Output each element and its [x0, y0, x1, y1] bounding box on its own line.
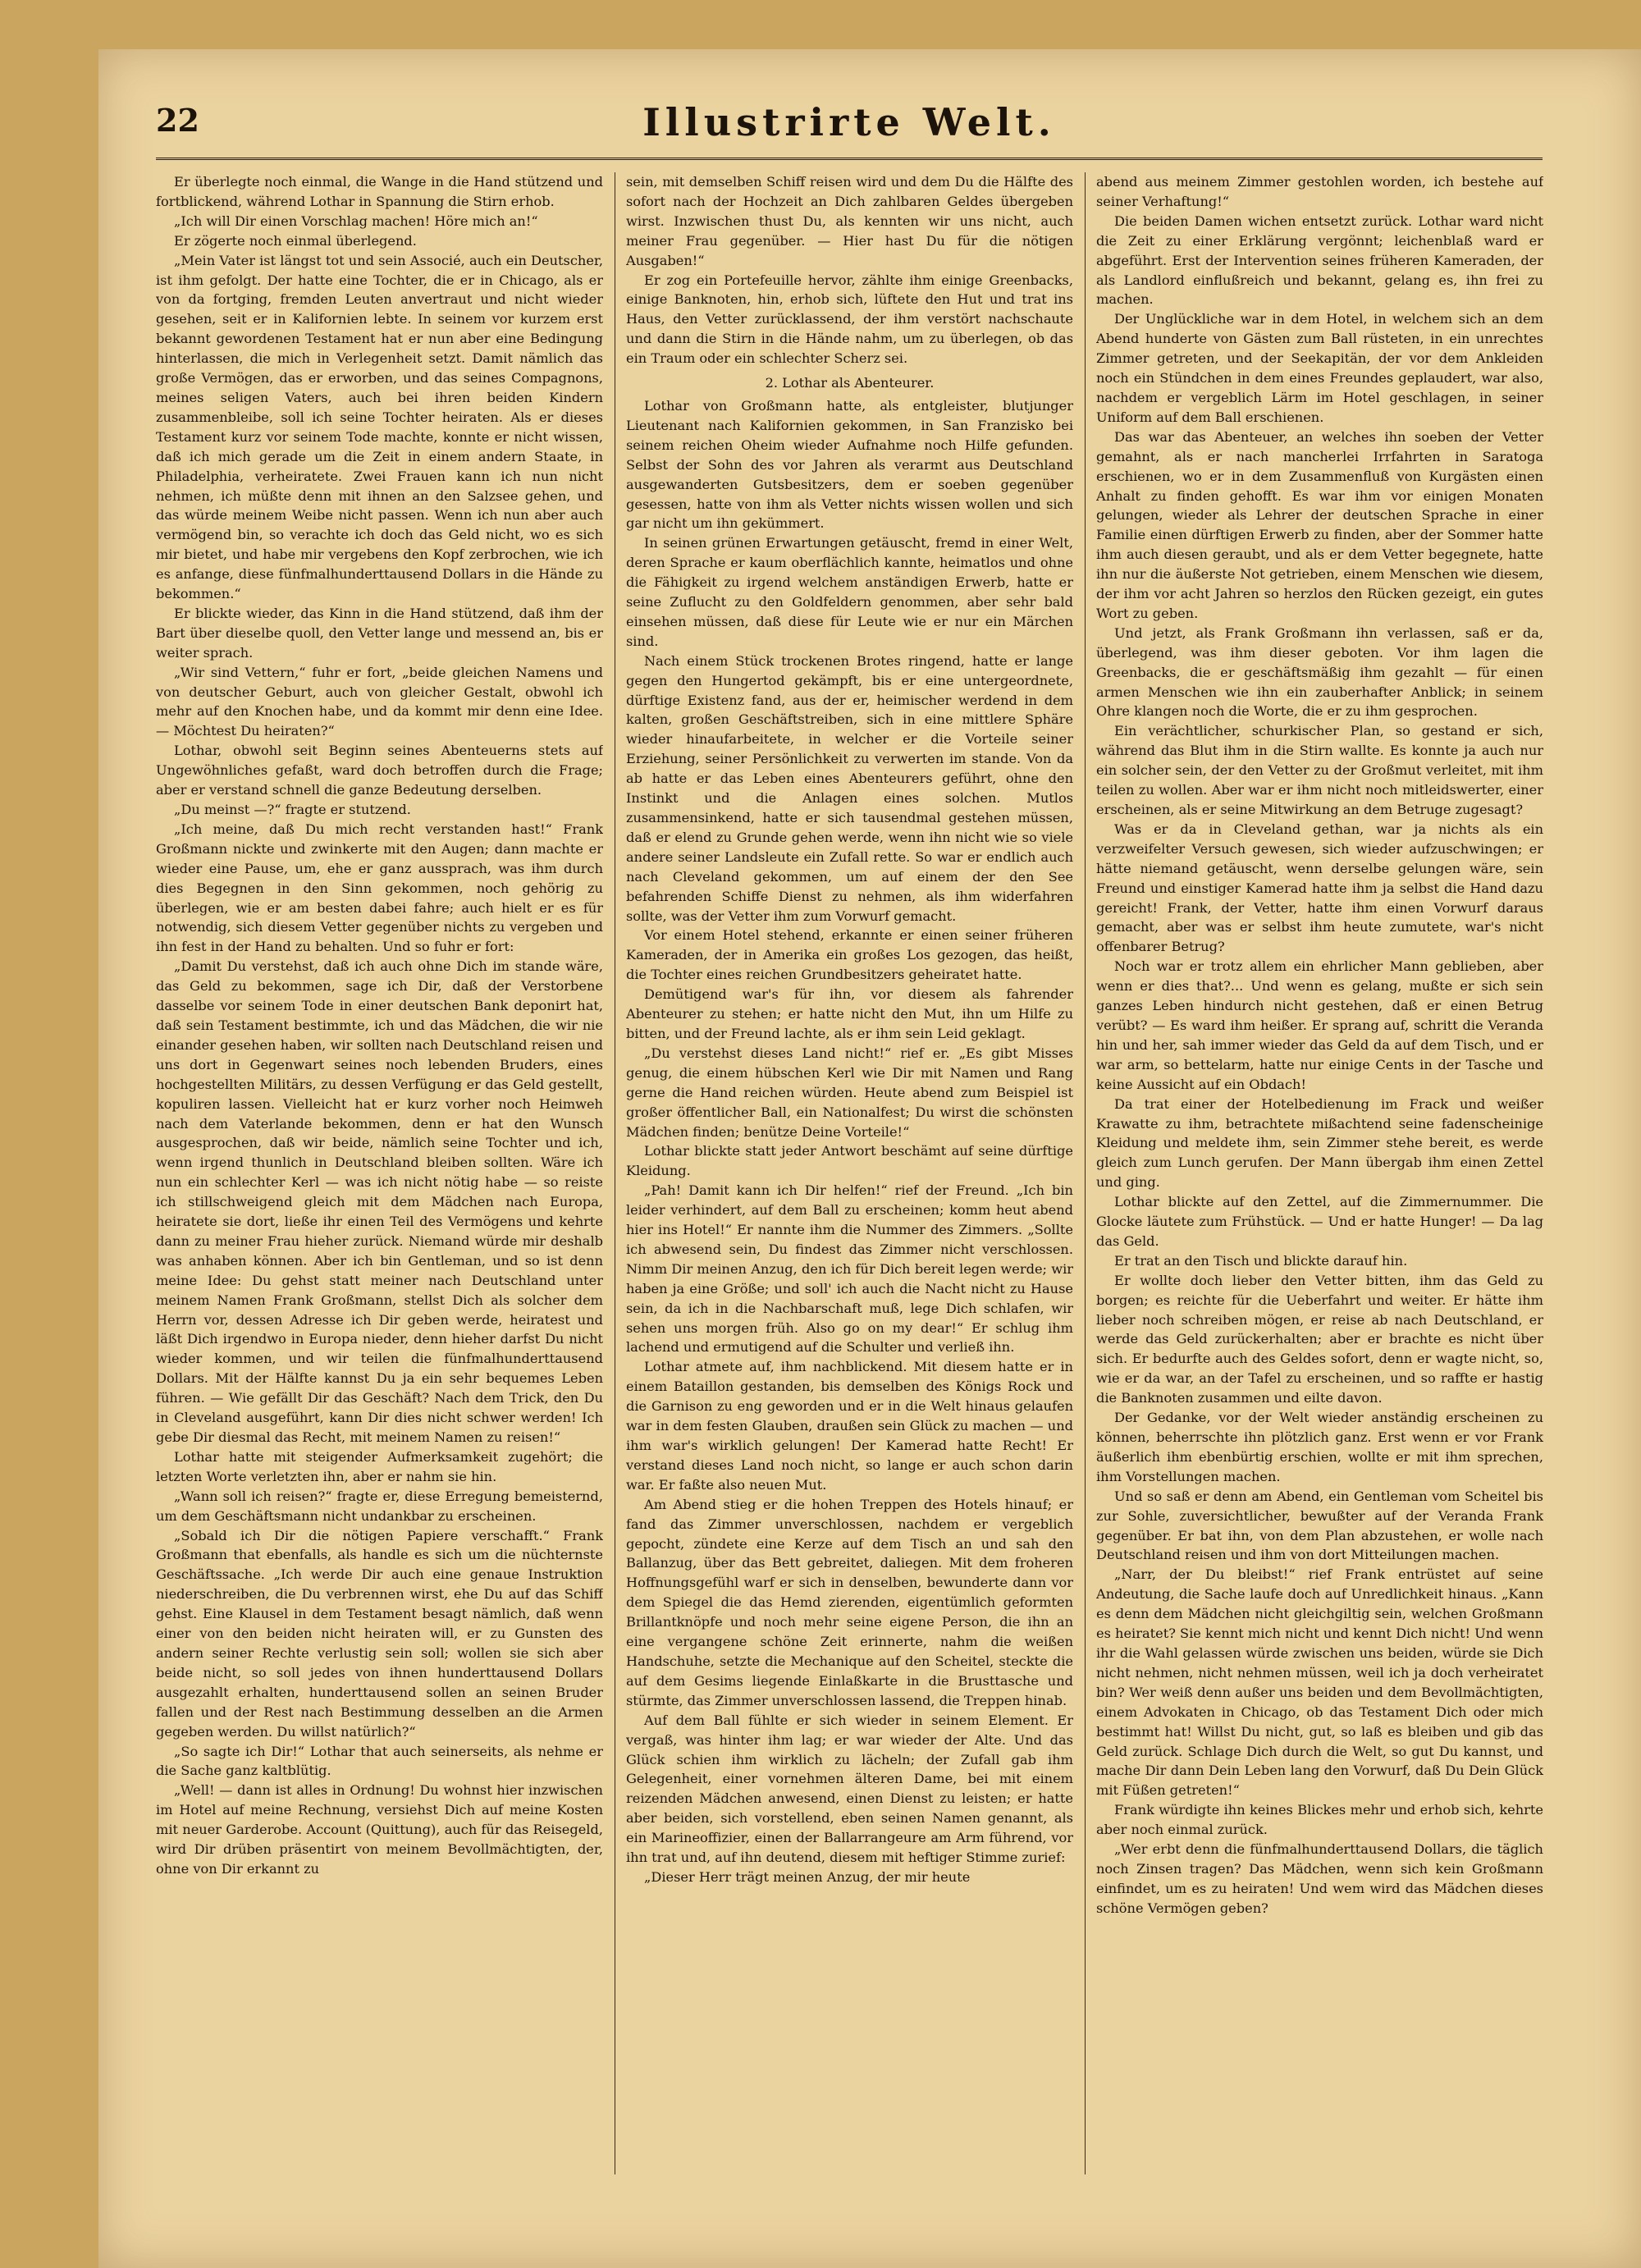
- paragraph: Lothar blickte statt jeder Antwort beschämt auf seine dürftige Kleidung.: [626, 1143, 1073, 1179]
- paragraph: Demütigend war's für ihn, vor diesem als fahrender Abenteurer zu stehen; er hatte nicht den Mut, ihn um Hilfe zu bitten, und der Freund lachte, als er ihm sein Leid geklagt.: [626, 986, 1073, 1041]
- paragraph: Lothar von Großmann hatte, als entgleister, blutjunger Lieutenant nach Kalifornien gekommen, in San Franzisko bei seinem reichen Oheim wieder Aufnahme noch Hilfe gefunden. Selbst der Sohn des vor Jahren als verarmt aus Deutschland ausgewanderten Gutsbesitzers, dem er soeben gegenüber gesessen, hatte von ihm als Vetter nichts wissen wollen und sich gar nicht um ihn gekümmert.: [626, 397, 1073, 532]
- column-3: [1096, 172, 1543, 2199]
- paragraph: „Du verstehst dieses Land nicht!“ rief er. „Es gibt Misses genug, die einem hübschen Kerl wie Dir mit Namen und Rang gerne die Hand reichen würden. Heute abend zum Beispiel ist großer öffentlicher Ball, ein Nationalfest; Du wirst die schönsten Mädchen finden; benütze Deine Vorteile!“: [626, 1045, 1073, 1140]
- paragraph: Er zog ein Portefeuille hervor, zählte ihm einige Greenbacks, einige Banknoten, hin, erhob sich, lüftete den Hut und trat ins Haus, den Vetter zurücklassend, der ihm verstört nachschaute und dann die Stirn in die Hände nahm, um zu überlegen, ob das ein Traum oder ein schlechter Scherz sei.: [626, 272, 1073, 367]
- paragraph: Lothar, obwohl seit Beginn seines Abenteuerns stets auf Ungewöhnliches gefaßt, ward doch betroffen durch die Frage; aber er verstand schnell die ganze Bedeutung derselben.: [156, 743, 603, 798]
- paragraph: Lothar hatte mit steigender Aufmerksamkeit zugehört; die letzten Worte verletzten ihn, aber er nahm sie hin.: [156, 1448, 603, 1484]
- column-divider: [1085, 172, 1086, 2174]
- paragraph: Er trat an den Tisch und blickte darauf hin.: [1114, 1252, 1408, 1269]
- paragraph: Frank würdigte ihn keines Blickes mehr und erhob sich, kehrte aber noch einmal zurück.: [1096, 1802, 1543, 1838]
- paragraph: Noch war er trotz allem ein ehrlicher Mann geblieben, aber wenn er dies that?... Und wenn es gelang, mußte er sich sein ganzes Leben hindurch nicht gestehen, daß er einen Betrug verübt? — Es ward ihm heißer. Er sprang auf, schritt die Veranda hin und her, sah immer wieder das Geld da auf dem Tisch, und er war arm, so bettelarm, hatte nur einige Cents in der Tasche und keine Aussicht auf ein Obdach!: [1096, 958, 1543, 1092]
- paragraph: Der Gedanke, vor der Welt wieder anständig erscheinen zu können, beherrschte ihn plötzlich ganz. Erst wenn er vor Frank äußerlich ihm ebenbürtig erschien, wollte er mit ihm sprechen, ihm Vorstellungen machen.: [1096, 1410, 1543, 1484]
- paragraph: Vor einem Hotel stehend, erkannte er einen seiner früheren Kameraden, der in Amerika ein großes Los gezogen, das heißt, die Tochter eines reichen Grundbesitzers geheiratet hatte.: [626, 927, 1073, 983]
- paragraph: „Damit Du verstehst, daß ich auch ohne Dich im stande wäre, das Geld zu bekommen, sage ich Dir, daß der Verstorbene dasselbe vor seinem Tode in einer deutschen Bank deponirt hat, daß sein Testament bestimmte, ich und das Mädchen, die wir nie einander gesehen haben, wir sollten nach Deutschland reisen und uns dort in Gegenwart seines noch lebenden Bruders, eines hochgestellten Militärs, zu dessen Verfügung er das Geld gestellt, kopuliren lassen. Vielleicht hat er kurz vorher noch Heimweh nach dem Vaterlande bekommen, denn er hat den Wunsch ausgesprochen, daß wir beide, nämlich seine Tochter und ich, wenn irgend thunlich in Deutschland bleiben sollten. Wäre ich nun ein schlechter Kerl — was ich nicht nötig habe — so reiste ich stillschweigend gleich mit dem Mädchen nach Europa, heiratete sie dort, ließe ihr einen Teil des Vermögens und kehrte dann zu meiner Frau hieher zurück. Niemand würde mir deshalb was anhaben können. Aber ich bin Gentleman, und so ist denn meine Idee: Du gehst statt meiner nach Deutschland unter meinem Namen Frank Großmann, stellst Dich als solcher dem Herrn vor, dessen Adresse ich Dir geben werde, heiratest und läßt Dich irgendwo in Europa nieder, denn hieher darfst Du nicht wieder kommen, und wir teilen die fünfmalhunderttausend Dollars. Mit der Hälfte kannst Du ja ein sehr bequemes Leben führen. — Wie gefällt Dir das Geschäft? Nach dem Trick, den Du in Cleveland ausgeführt, kann Dir dies nicht schwer werden! Ich gebe Dir diesmal das Recht, mit meinem Namen zu reisen!“: [156, 958, 603, 1445]
- header-rule: [156, 158, 1543, 160]
- paragraph: „Well! — dann ist alles in Ordnung! Du wohnst hier inzwischen im Hotel auf meine Rechnung, versiehst Dich auf meine Kosten mit neuer Garderobe. Account (Quittung), auch für das Reisegeld, wird Dir drüben präsentirt von meinem Bevollmächtigten, der, ohne von Dir erkannt zu: [156, 1782, 603, 1877]
- page-header: [156, 100, 1543, 153]
- paragraph: „Ich will Dir einen Vorschlag machen! Höre mich an!“: [174, 213, 538, 229]
- paragraph: abend aus meinem Zimmer gestohlen worden, ich bestehe auf seiner Verhaftung!“: [1096, 174, 1543, 209]
- page-number: 22: [156, 102, 199, 139]
- paragraph: Und so saß er denn am Abend, ein Gentleman vom Scheitel bis zur Sohle, zuversichtlicher, bewußter auf der Veranda Frank gegenüber. Er bat ihn, von dem Plan abzustehen, er wolle nach Deutschland reisen und ihm von dort Mitteilungen machen.: [1096, 1488, 1543, 1563]
- paragraph: Lothar blickte auf den Zettel, auf die Zimmernummer. Die Glocke läutete zum Frühstück. — Und er hatte Hunger! — Da lag das Geld.: [1096, 1194, 1543, 1249]
- paragraph: sein, mit demselben Schiff reisen wird und dem Du die Hälfte des sofort nach der Hochzeit an Dich zahlbaren Geldes übergeben wirst. Inzwischen thust Du, als kennten wir uns nicht, auch meiner Frau gegenüber. — Hier hast Du für die nötigen Ausgaben!“: [626, 174, 1073, 268]
- paragraph: „Ich meine, daß Du mich recht verstanden hast!“ Frank Großmann nickte und zwinkerte mit den Augen; dann machte er wieder eine Pause, um, ehe er ganz aussprach, was ihm durch dies Begegnen in den Sinn gekommen, noch gehörig zu überlegen, wie er am besten dabei fahre; auch hielt er es für notwendig, sich diesem Vetter gegenüber nichts zu vergeben und ihn fest in der Hand zu behalten. Und so fuhr er fort:: [156, 821, 603, 955]
- paragraph: Ein verächtlicher, schurkischer Plan, so gestand er sich, während das Blut ihm in die Stirn wallte. Es konnte ja auch nur ein solcher sein, der den Vetter zu der Großmut verleitet, mit ihm teilen zu wollen. Aber war er ihm nicht noch mitleidswerter, einer erscheinen, als er seine Mitwirkung an dem Betruge zugesagt?: [1096, 723, 1543, 817]
- paragraph: Er zögerte noch einmal überlegend.: [174, 232, 417, 249]
- paragraph: „Wer erbt denn die fünfmalhunderttausend Dollars, die täglich noch Zinsen tragen? Das Mädchen, wenn sich kein Großmann einfindet, um es zu heiraten! Und wem wird das Mädchen dieses schöne Vermögen geben?: [1096, 1841, 1543, 1916]
- paragraph: „Wir sind Vettern,“ fuhr er fort, „beide gleichen Namens und von deutscher Geburt, auch von gleicher Gestalt, obwohl ich mehr auf den Knochen habe, und da kommt mir denn eine Idee. — Möchtest Du heiraten?“: [156, 664, 603, 739]
- journal-title: Illustrirte Welt.: [642, 100, 1056, 144]
- paragraph: Das war das Abenteuer, an welches ihn soeben der Vetter gemahnt, als er nach mancherlei Irrfahrten in Saratoga erschienen, wo er in dem Zusammenfluß von Kurgästen einen Anhalt zu finden gehofft. Es war ihm vor einigen Monaten gelungen, wieder als Lehrer der deutschen Sprache in einer Familie einen dürftigen Erwerb zu finden, aber der Sommer hatte ihm auch diesen geraubt, und als er dem Vetter begegnete, hatte ihn nur die äußerste Not getrieben, einem Menschen wie diesem, der ihm vor acht Jahren so herzlos den Rücken gezeigt, ein gutes Wort zu geben.: [1096, 428, 1543, 621]
- paragraph: Nach einem Stück trockenen Brotes ringend, hatte er lange gegen den Hungertod gekämpft, bis er eine untergeordnete, dürftige Existenz fand, aus der er, heimischer werdend in dem kalten, großen Geschäftstreiben, sich in eine mittlere Sphäre wieder hinaufarbeitete, in welcher er die Vorteile seiner Erziehung, seiner Persönlichkeit zu verwerten im stande. Von da ab hatte er das Leben eines Abenteurers geführt, ohne den Instinkt und die Anlagen eines solchen. Mutlos zusammensinkend, hatte er sich tausendmal gestehen müssen, daß er elend zu Grunde gehen werde, wenn ihn nicht wie so viele andere seiner Landsleute ein Zufall rette. So war er endlich auch nach Cleveland gekommen, um auf einem der den See befahrenden Schiffe Dienst zu nehmen, als ihm widerfahren sollte, was der Vetter ihm zum Vorwurf gemacht.: [626, 652, 1073, 924]
- paragraph: „Dieser Herr trägt meinen Anzug, der mir heute: [644, 1868, 971, 1885]
- paragraph: „Pah! Damit kann ich Dir helfen!“ rief der Freund. „Ich bin leider verhindert, auf dem Ball zu erscheinen; komm heut abend hier ins Hotel!“ Er nannte ihm die Nummer des Zimmers. „Sollte ich abwesend sein, Du findest das Zimmer nicht verschlossen. Nimm Dir meinen Anzug, den ich für Dich bereit legen werde; wir haben ja eine Größe; und soll' ich auch die Nacht nicht zu Hause sein, da ich in die Nachbarschaft muß, lege Dich schlafen, wir sehen uns morgen früh. Also go on my dear!“ Er schlug ihm lachend und ermutigend auf die Schulter und verließ ihn.: [626, 1182, 1073, 1356]
- paragraph: Da trat einer der Hotelbedienung im Frack und weißer Krawatte zu ihm, betrachtete mißachtend seine fadenscheinige Kleidung und meldete ihm, sein Zimmer stehe bereit, es werde gleich zum Lunch gerufen. Der Mann übergab ihm einen Zettel und ging.: [1096, 1095, 1543, 1191]
- paragraph: „Narr, der Du bleibst!“ rief Frank entrüstet auf seine Andeutung, die Sache laufe doch auf Unredlichkeit hinaus. „Kann es denn dem Mädchen nicht gleichgiltig sein, welchen Großmann es heiratet? Sie kennt mich nicht und kennt Dich nicht! Und wenn ihr die Wahl gelassen würde zwischen uns beiden, würde sie Dich nicht nehmen, nicht nehmen müssen, weil ich ja doch verheiratet bin? Wer weiß denn außer uns beiden und dem Bevollmächtigten, einem Advokaten in Chicago, ob das Testament Dich oder mich bestimmt hat! Willst Du nicht, gut, so laß es bleiben und gib das Geld zurück. Schlage Dich durch die Welt, so gut Du kannst, und mache Dir dann Dein Leben lang den Vorwurf, daß Du Dein Glück mit Füßen getreten!“: [1096, 1566, 1543, 1799]
- paragraph: Lothar atmete auf, ihm nachblickend. Mit diesem hatte er in einem Bataillon gestanden, bis demselben des Königs Rock und die Garnison zu eng geworden und er in die Welt hinaus gelaufen war in dem festen Glauben, draußen sein Glück zu machen — und ihm war's wirklich gelungen! Der Kamerad hatte Recht! Er verstand dieses Land noch nicht, so lange er auch schon darin war. Er faßte also neuen Mut.: [626, 1359, 1073, 1493]
- paragraph: Er blickte wieder, das Kinn in die Hand stützend, daß ihm der Bart über dieselbe quoll, den Vetter lange und messend an, bis er weiter sprach.: [156, 605, 603, 661]
- paragraph: In seinen grünen Erwartungen getäuscht, fremd in einer Welt, deren Sprache er kaum oberflächlich kannte, heimatlos und ohne die Fähigkeit zu irgend welchem anständigen Erwerb, hatte er seine Zuflucht zu den Goldfeldern genommen, aber sehr bald einsehen müssen, daß diese für Leute wie er nur ein Märchen sind.: [626, 535, 1073, 649]
- column-2: [626, 172, 1073, 2199]
- text-columns: [156, 172, 1543, 2199]
- paragraph: Was er da in Cleveland gethan, war ja nichts als ein verzweifelter Versuch gewesen, sich wieder aufzuschwingen; er hätte niemand getäuscht, wenn derselbe gelungen wäre, sein Freund und einstiger Kamerad hatte ihm ja selbst die Hand dazu gereicht! Frank, der Vetter, hatte ihm einen Vorwurf daraus gemacht, aber was er selbst ihm heute zumutete, war's nicht offenbarer Betrug?: [1096, 821, 1543, 955]
- paragraph: Er überlegte noch einmal, die Wange in die Hand stützend und fortblickend, während Lothar in Spannung die Stirn erhob.: [156, 174, 603, 209]
- paragraph: Auf dem Ball fühlte er sich wieder in seinem Element. Er vergaß, was hinter ihm lag; er war wieder der Alte. Und das Glück schien ihm wirklich zu lächeln; der Zufall gab ihm Gelegenheit, einer vornehmen älteren Dame, bei mit einem reizenden Mädchen anwesend, einen Dienst zu leisten; er hatte aber beiden, sich vorstellend, eben seinen Namen genannt, als ein Marineoffizier, einen der Ballarrangeure am Arm führend, vor ihn trat und, auf ihn deutend, diesem mit heftiger Stimme zurief:: [626, 1712, 1073, 1866]
- paragraph: „Mein Vater ist längst tot und sein Associé, auch ein Deutscher, ist ihm gefolgt. Der hatte eine Tochter, die er in Chicago, als er von da fortging, fremden Leuten anvertraut und nicht wieder gesehen, seit er in Kalifornien lebte. In seinem vor kurzem erst bekannt gewordenen Testament hat er nun aber eine Bedingung hinterlassen, die mich in Verlegenheit setzt. Damit nämlich das große Vermögen, das er erworben, und das seines Compagnons, meines seligen Vaters, auch bei ihren beiden Kindern zusammenbleibe, soll ich seine Tochter heiraten. Als er dieses Testament kurz vor seinem Tode machte, konnte er nicht wissen, daß ich mich gerade um die Zeit in einem andern Staate, in Philadelphia, verheiratete. Zwei Frauen kann ich nun nicht nehmen, ich müßte denn mit ihnen an den Salzsee gehen, und das würde meinem Weibe nicht passen. Wenn ich nun aber auch vermögend bin, so verachte ich doch das Geld nicht, wo es sich mir bietet, und habe mir vergebens den Kopf zerbrochen, wie ich es anfange, diese fünfmalhunderttausend Dollars in die Hände zu bekommen.“: [156, 252, 603, 602]
- paragraph: „Du meinst —?“ fragte er stutzend.: [174, 802, 411, 817]
- paragraph: Die beiden Damen wichen entsetzt zurück. Lothar ward nicht die Zeit zu einer Erklärung vergönnt; leichenblaß ward er abgeführt. Erst der Intervention seines früheren Kameraden, der als Landlord einflußreich und bekannt, gelang es, ihn frei zu machen.: [1096, 213, 1543, 308]
- paragraph: Der Unglückliche war in dem Hotel, in welchem sich an dem Abend hunderte von Gästen zum Ball rüsteten, in ein unrechtes Zimmer getreten, und der Seekapitän, der vor dem Ankleiden noch ein Stündchen in dem eines Freundes geplaudert, war also, nachdem er vergeblich Lärm im Hotel geschlagen, in seiner Uniform auf dem Ball erschienen.: [1096, 311, 1543, 425]
- column-1: [156, 172, 603, 2199]
- paragraph: „Sobald ich Dir die nötigen Papiere verschafft.“ Frank Großmann that ebenfalls, als handle es sich um die nüchternste Geschäftssache. „Ich werde Dir auch eine genaue Instruktion niederschreiben, die Du verbrennen wirst, ehe Du auf das Schiff gehst. Eine Klausel in dem Testament besagt nämlich, daß wenn einer von den beiden nicht heiraten will, er zu Gunsten des andern seiner Rechte verlustig sein soll; wollen sie sich aber beide nicht, so soll jedes von ihnen hunderttausend Dollars ausgezahlt erhalten, hunderttausend sollen an seinen Bruder fallen und der Rest nach Bestimmung desselben an die Armen gegeben werden. Du willst natürlich?“: [156, 1527, 603, 1740]
- section-heading: 2. Lothar als Abenteurer.: [765, 375, 935, 391]
- paragraph: „Wann soll ich reisen?“ fragte er, diese Erregung bemeisternd, um dem Geschäftsmann nicht undankbar zu erscheinen.: [156, 1488, 603, 1524]
- newspaper-page: [98, 49, 1641, 2268]
- paragraph: Am Abend stieg er die hohen Treppen des Hotels hinauf; er fand das Zimmer unverschlossen, nachdem er vergeblich gepocht, zündete eine Kerze auf dem Tisch an und sah den Ballanzug, über das Bett gebreitet, daliegen. Mit dem froheren Hoffnungsgefühl warf er sich in denselben, bewunderte dann vor dem Spiegel die das Hemd zierenden, eigentümlich geformten Brillantknöpfe und noch mehr seine eigene Person, die ihn an eine vergangene schöne Zeit erinnerte, nahm die weißen Handschuhe, setzte die Mechanique auf den Scheitel, steckte die auf dem Gesims liegende Einlaßkarte in die Brusttasche und stürmte, das Zimmer unverschlossen lassend, die Treppen hinab.: [626, 1496, 1073, 1708]
- paragraph: Und jetzt, als Frank Großmann ihn verlassen, saß er da, überlegend, was ihm dieser geboten. Vor ihm lagen die Greenbacks, die er geschäftsmäßig ihm gezahlt — für einen armen Menschen wie ihn ein zauberhafter Anblick; in seinem Ohre klangen noch die Worte, die er zu ihm gesprochen.: [1096, 624, 1543, 720]
- paragraph: „So sagte ich Dir!“ Lothar that auch seinerseits, als nehme er die Sache ganz kaltblütig.: [156, 1743, 603, 1779]
- paragraph: Er wollte doch lieber den Vetter bitten, ihm das Geld zu borgen; es reichte für die Ueberfahrt und weiter. Er hätte ihm lieber noch schreiben mögen, er reise ab nach Deutschland, er werde das Geld zurückerhalten; aber er brachte es nicht über sich. Er bedurfte auch des Geldes sofort, denn er wagte nicht, so, wie er da war, an der Tafel zu erscheinen, und so raffte er hastig die Banknoten zusammen und eilte davon.: [1096, 1272, 1543, 1406]
